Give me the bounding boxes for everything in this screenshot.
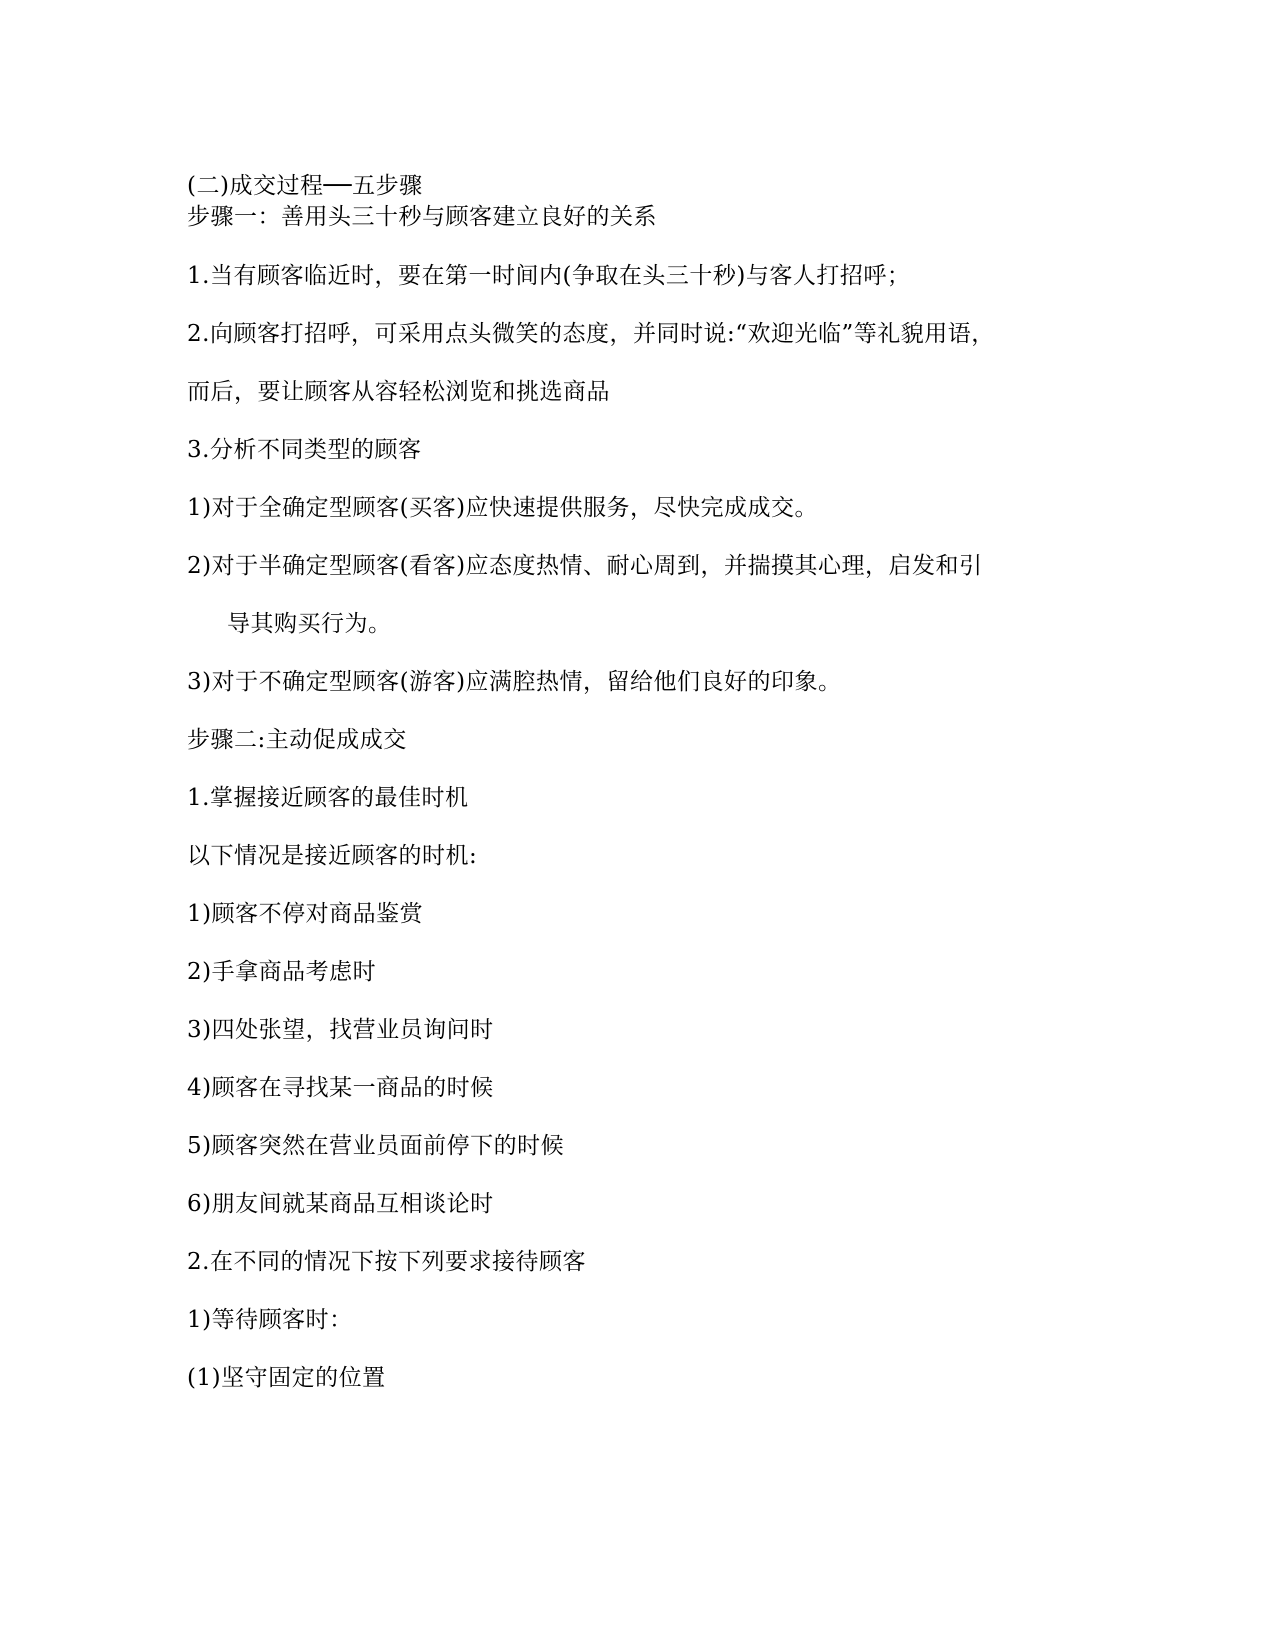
timing-item-1: 1)顾客不停对商品鉴赏 — [187, 901, 424, 927]
section-heading: (二)成交过程──五步骤 — [187, 173, 423, 199]
step2-item-2: 2.在不同的情况下按下列要求接待顾客 — [187, 1249, 586, 1275]
waiting-item-1: (1)坚守固定的位置 — [187, 1365, 386, 1391]
step1-title: 步骤一：善用头三十秒与顾客建立良好的关系 — [187, 204, 657, 230]
customer-type-3: 3)对于不确定型顾客(游客)应满腔热情，留给他们良好的印象。 — [187, 669, 842, 695]
step1-item-1: 1.当有顾客临近时，要在第一时间内(争取在头三十秒)与客人打招呼； — [187, 263, 911, 289]
customer-type-2-line1: 2)对于半确定型顾客(看客)应态度热情、耐心周到，并揣摸其心理，启发和引 — [187, 553, 983, 579]
timing-item-6: 6)朋友间就某商品互相谈论时 — [187, 1191, 494, 1217]
timing-intro: 以下情况是接近顾客的时机: — [187, 843, 478, 869]
timing-item-3: 3)四处张望，找营业员询问时 — [187, 1017, 494, 1043]
customer-type-2-line2: 导其购买行为。 — [227, 611, 392, 637]
timing-item-2: 2)手拿商品考虑时 — [187, 959, 377, 985]
customer-type-1: 1)对于全确定型顾客(买客)应快速提供服务，尽快完成成交。 — [187, 495, 819, 521]
timing-item-4: 4)顾客在寻找某一商品的时候 — [187, 1075, 494, 1101]
waiting-heading: 1)等待顾客时： — [187, 1307, 353, 1333]
step1-item-2-line2: 而后，要让顾客从容轻松浏览和挑选商品 — [187, 379, 610, 405]
timing-item-5: 5)顾客突然在营业员面前停下的时候 — [187, 1133, 565, 1159]
step2-item-1: 1.掌握接近顾客的最佳时机 — [187, 785, 469, 811]
step1-item-2-line1: 2.向顾客打招呼，可采用点头微笑的态度，并同时说:“欢迎光临”等礼貌用语， — [187, 321, 995, 347]
step2-title: 步骤二:主动促成成交 — [187, 727, 407, 753]
step1-item-3: 3.分析不同类型的顾客 — [187, 437, 422, 463]
